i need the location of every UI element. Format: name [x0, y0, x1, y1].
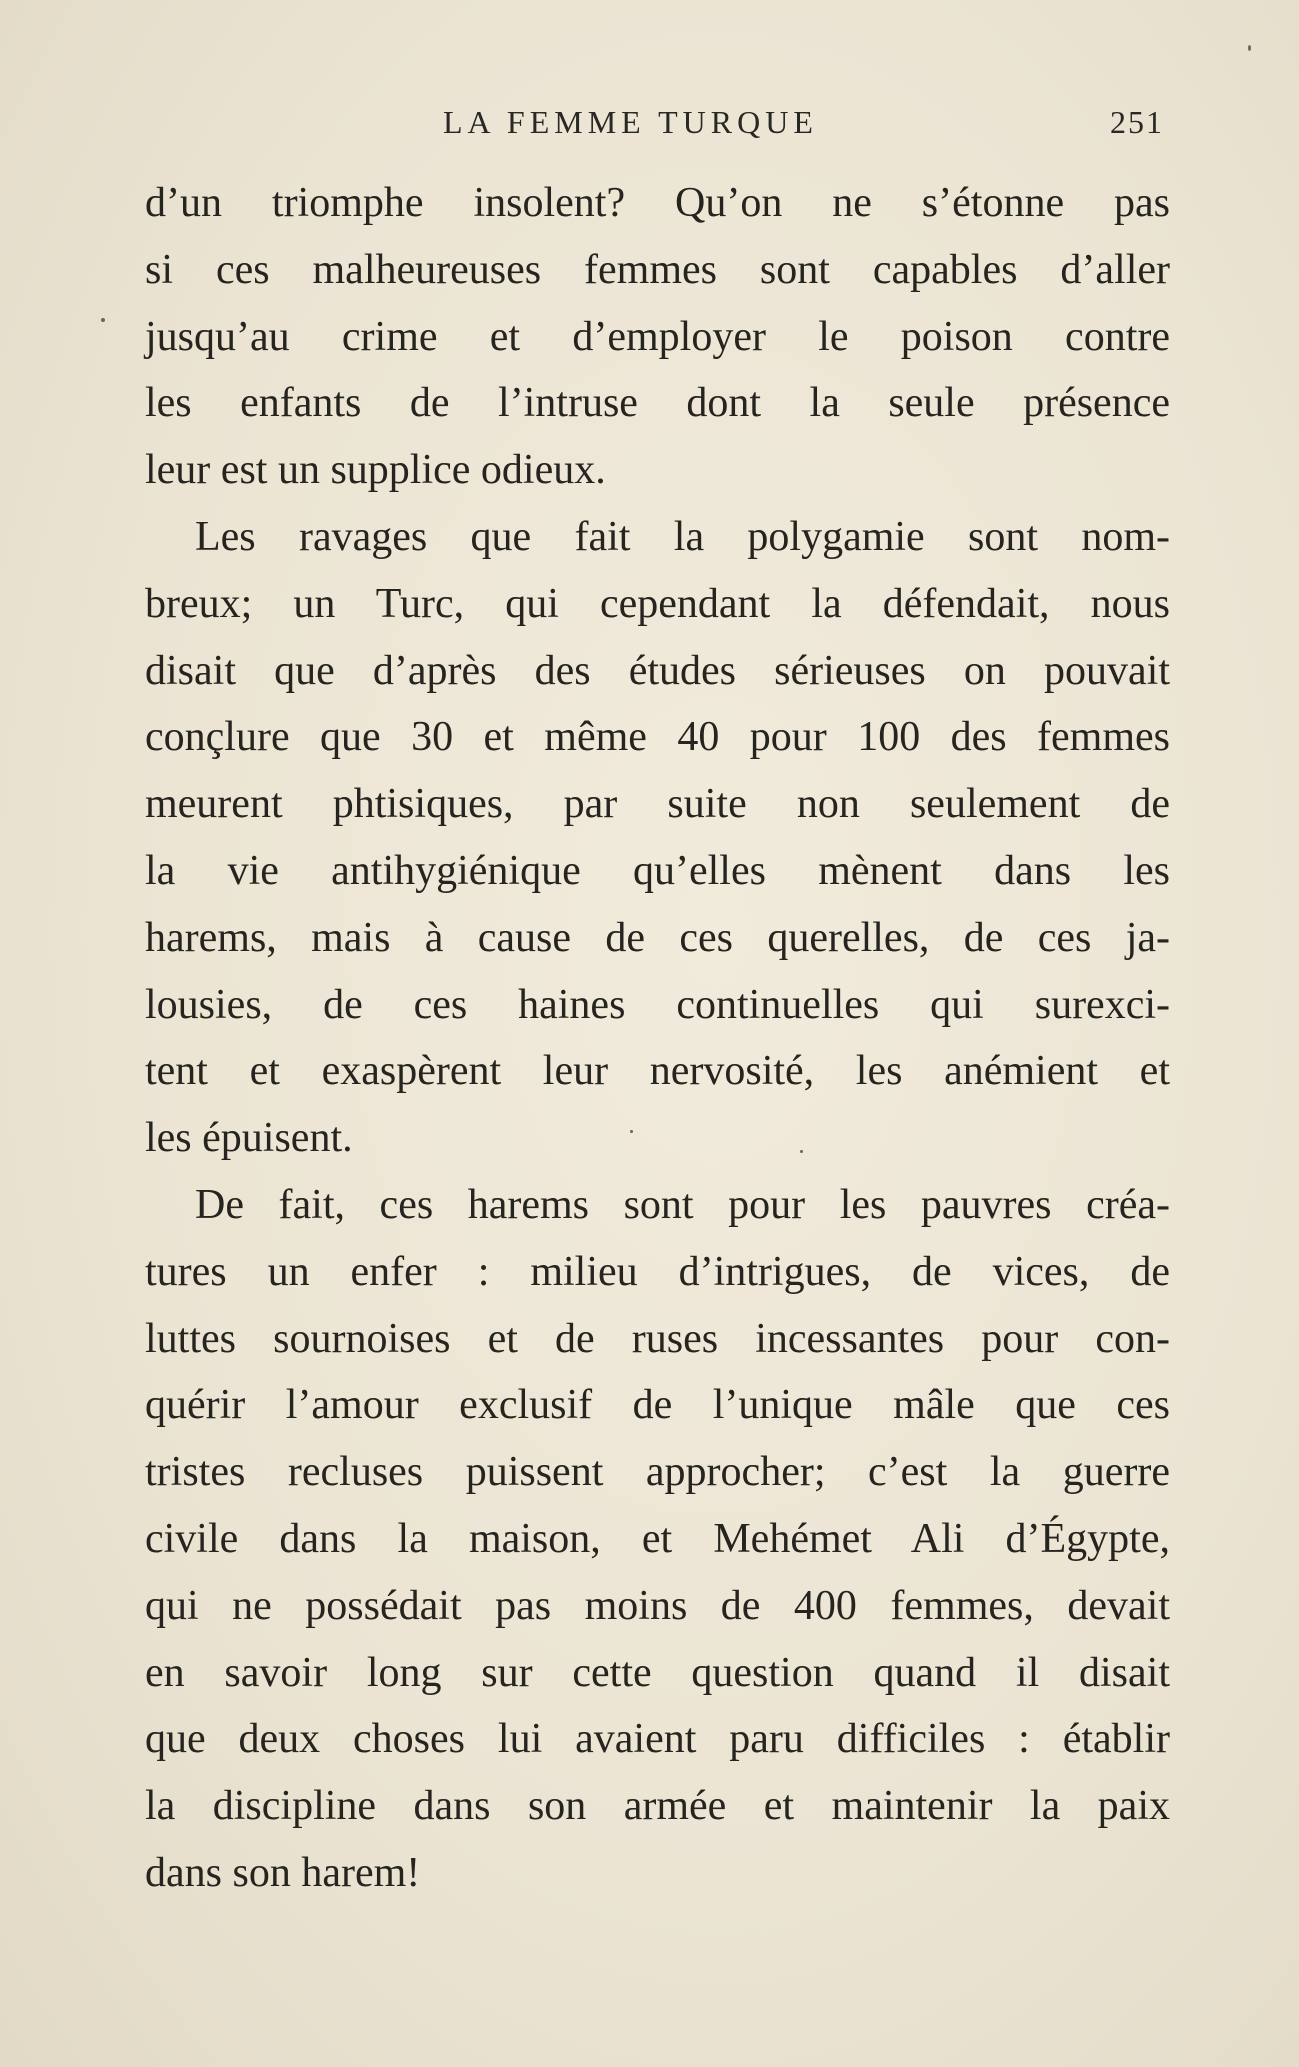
- text-line: lousies, de ces haines continuelles qui surexci-: [145, 981, 1170, 1028]
- text-line: jusqu’au crime et d’employer le poison contre: [145, 313, 1170, 360]
- text-line: les épuisent.: [145, 1115, 353, 1162]
- text-line: breux; un Turc, qui cependant la défendait, nous: [145, 580, 1170, 627]
- text-line: d’un triomphe insolent? Qu’on ne s’étonne pas: [145, 180, 1170, 226]
- text-line: en savoir long sur cette question quand il disait: [145, 1649, 1170, 1696]
- text-line: tristes recluses puissent approcher; c’est la guerre: [145, 1449, 1170, 1496]
- text-line: que deux choses lui avaient paru difficiles : établir: [145, 1716, 1170, 1763]
- text-line: leur est un supplice odieux.: [145, 447, 606, 494]
- text-line: qui ne possédait pas moins de 400 femmes, devait: [145, 1582, 1170, 1629]
- text-line: harems, mais à cause de ces querelles, de ces ja-: [145, 914, 1170, 961]
- text-line: disait que d’après des études sérieuses on pouvait: [145, 647, 1170, 694]
- text-line: la vie antihygiénique qu’elles mènent dans les: [145, 847, 1170, 894]
- paragraph-start-line: Les ravages que fait la polygamie sont nom-: [195, 513, 1170, 560]
- text-line: conçlure que 30 et même 40 pour 100 des femmes: [145, 714, 1170, 761]
- text-line: les enfants de l’intruse dont la seule présence: [145, 380, 1170, 427]
- running-title: LA FEMME TURQUE: [443, 104, 818, 140]
- text-line: tent et exaspèrent leur nervosité, les anémient et: [145, 1048, 1170, 1095]
- text-line: si ces malheureuses femmes sont capables d’aller: [145, 246, 1170, 293]
- text-line: dans son harem!: [145, 1849, 421, 1896]
- text-line: meurent phtisiques, par suite non seulement de: [145, 781, 1170, 828]
- text-line: tures un enfer : milieu d’intrigues, de vices, de: [145, 1248, 1170, 1295]
- paper-speck: [1248, 45, 1251, 51]
- paper-speck: [101, 318, 105, 322]
- body-text: [145, 170, 1170, 1907]
- paper-speck: [800, 1150, 803, 1153]
- text-line: civile dans la maison, et Mehémet Ali d’Égypte,: [145, 1515, 1170, 1562]
- paragraph-start-line: De fait, ces harems sont pour les pauvres créa-: [195, 1181, 1170, 1228]
- text-line: la discipline dans son armée et maintenir la paix: [145, 1783, 1170, 1830]
- text-line: luttes sournoises et de ruses incessantes pour con-: [145, 1315, 1170, 1362]
- page-number: 251: [1110, 104, 1164, 140]
- text-line: quérir l’amour exclusif de l’unique mâle que ces: [145, 1382, 1170, 1429]
- paper-speck: [630, 1130, 633, 1133]
